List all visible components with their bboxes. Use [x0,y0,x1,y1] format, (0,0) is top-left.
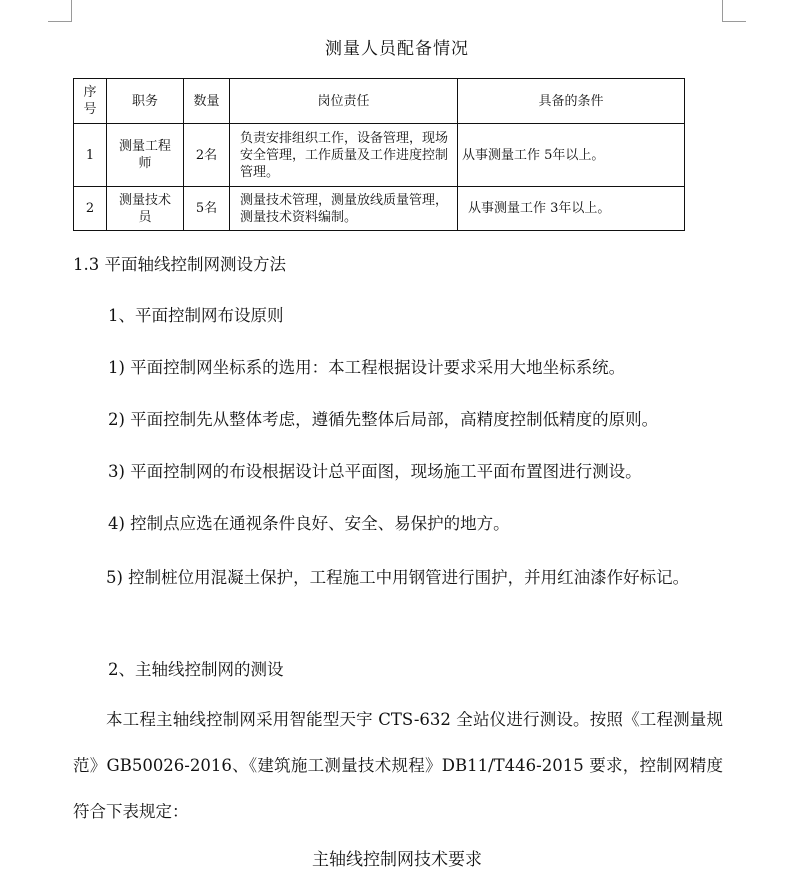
page-title: 测量人员配备情况 [325,39,469,59]
cell-duty: 负责安排组织工作，设备管理，现场安全管理，工作质量及工作进度控制管理。 [230,124,458,187]
list-item: 5) 控制桩位用混凝土保护，工程施工中用钢管进行围护，并用红油漆作好标记。 [106,568,690,587]
header-duty: 岗位责任 [230,79,458,124]
cell-role: 测量技术员 [107,187,184,231]
cell-duty: 测量技术管理，测量放线质量管理，测量技术资料编制。 [230,187,458,231]
cell-no: 2 [74,187,107,231]
body-paragraph: 本工程主轴线控制网采用智能型天宇 CTS-632 全站仪进行测设。按照《工程测量规范》GB50026-2016、《建筑施工测量技术规程》DB11/T446-2015 要求，控制网精度符合下表规定： [73,710,723,821]
table-row [74,187,685,231]
list-item: 2) 平面控制先从整体考虑，遵循先整体后局部，高精度控制低精度的原则。 [108,410,659,429]
table-caption: 主轴线控制网技术要求 [312,850,482,870]
cell-requirement: 从事测量工作 3年以上。 [458,187,685,231]
subheading-1: 1、平面控制网布设原则 [108,306,284,325]
cell-role: 测量工程师 [107,124,184,187]
cell-no: 1 [74,124,107,187]
header-no: 序号 [74,79,107,124]
header-role: 职务 [107,79,184,124]
list-item: 3) 平面控制网的布设根据设计总平面图，现场施工平面布置图进行测设。 [108,462,642,481]
list-item: 4) 控制点应选在通视条件良好、安全、易保护的地方。 [108,514,510,533]
table-row [74,124,685,187]
section-heading: 1.3 平面轴线控制网测设方法 [73,255,286,274]
staff-table [73,78,685,231]
header-qty: 数量 [184,79,230,124]
cell-qty: 2名 [184,124,230,187]
header-requirement: 具备的条件 [458,79,685,124]
cell-requirement: 从事测量工作 5年以上。 [458,124,685,187]
list-item: 1) 平面控制网坐标系的选用：本工程根据设计要求采用大地坐标系统。 [108,358,626,377]
subheading-2: 2、主轴线控制网的测设 [108,660,284,679]
table-header-row [74,79,685,124]
cell-qty: 5名 [184,187,230,231]
